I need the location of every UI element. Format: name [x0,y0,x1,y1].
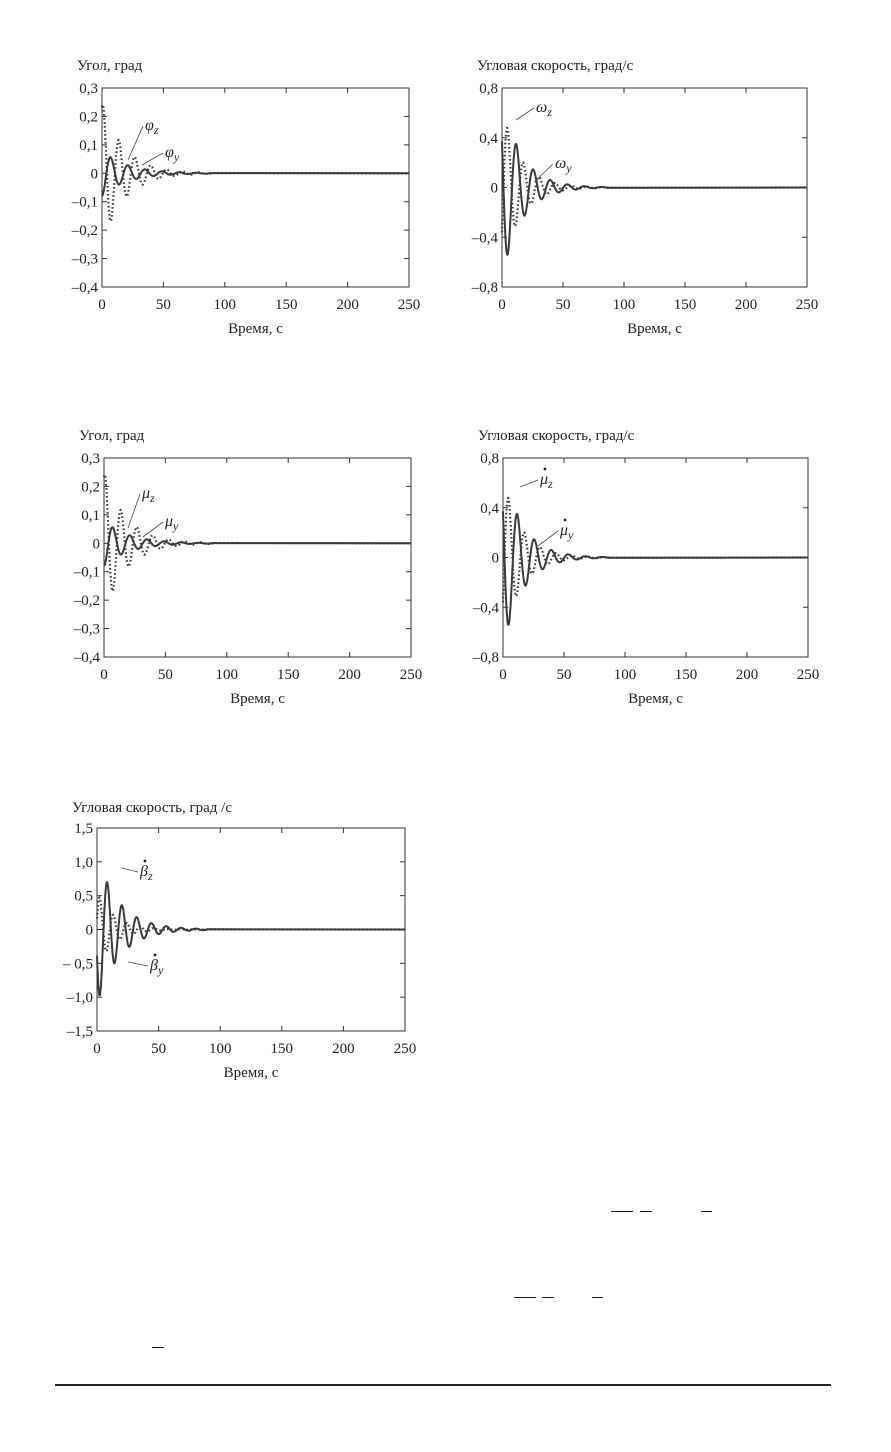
x-tick-label: 50 [555,297,571,313]
x-tick-label: 100 [208,1041,232,1057]
x-tick-label: 150 [276,667,300,683]
x-tick-label: 100 [613,667,637,683]
x-tick-label: 0 [93,1041,101,1057]
x-tick-label: 250 [399,667,423,683]
y-tick-label: 0,4 [480,500,499,517]
x-tick-label: 0 [98,297,106,313]
leader-line [122,868,138,872]
y-tick-label: 0,3 [81,451,100,467]
y-tick-label: 0 [92,536,100,553]
derivative-dot [154,954,157,957]
x-tick-label: 150 [674,667,698,683]
x-tick-label: 0 [499,667,507,683]
x-tick-label: 150 [274,297,298,313]
x-tick-label: 100 [612,297,636,313]
x-axis-label: Время, с [230,691,285,707]
x-axis-label: Время, с [223,1065,279,1081]
x-tick-label: 250 [796,667,820,683]
formula-fragment-1 [611,1211,633,1212]
x-tick-label: 150 [270,1041,294,1057]
y-tick-label: –0,4 [73,650,100,666]
derivative-dot [144,860,147,863]
x-tick-label: 200 [735,667,759,683]
x-tick-label: 150 [673,297,697,313]
x-tick-label: 50 [157,667,173,683]
series-label-z: $\varphi_z$ [145,117,159,137]
y-tick-label: –0,2 [73,593,100,610]
series-label-y: $\varphi_y$ [165,144,180,164]
formula-fragment-5 [542,1297,554,1298]
formula-fragment-7 [152,1347,164,1348]
y-tick-label: –0,2 [71,223,98,240]
x-tick-label: 200 [336,297,359,313]
y-axis-label: Угол, град [77,58,143,74]
formula-fragment-3 [701,1211,712,1212]
y-tick-label: 0,5 [74,888,93,905]
x-tick-label: 50 [556,667,572,683]
y-tick-label: –0,8 [472,650,499,666]
y-axis-label: Угловая скорость, град /с [72,800,232,816]
y-tick-label: 0 [490,180,498,197]
y-tick-label: 1,0 [74,854,93,871]
y-tick-label: –1,5 [66,1024,93,1040]
series-label-y: $\mu_y$ [165,513,179,533]
series-label-y: $\beta_y$ [150,957,164,977]
formula-fragment-6 [592,1297,603,1298]
y-tick-label: –0,8 [471,280,498,296]
x-tick-label: 200 [734,297,758,313]
x-tick-label: 100 [213,297,237,313]
x-tick-label: 250 [393,1041,417,1057]
formula-fragment-4 [514,1297,536,1298]
y-tick-label: –0,3 [73,621,100,638]
x-axis-label: Время, с [228,321,283,337]
y-axis-label: Угловая скорость, град/с [477,58,634,74]
x-tick-label: 200 [332,1041,355,1057]
y-tick-label: 0 [491,550,499,567]
x-tick-label: 50 [155,297,171,313]
y-axis-label: Угловая скорость, град/с [478,428,635,444]
x-tick-label: 50 [151,1041,167,1057]
leader-line [128,962,148,966]
y-tick-label: –0,4 [471,230,498,247]
series-line-y [97,898,405,952]
y-tick-label: 0 [85,922,93,939]
y-tick-label: 1,5 [74,821,93,837]
x-tick-label: 0 [498,297,506,313]
y-tick-label: 0,8 [479,81,498,97]
y-tick-label: 0,4 [479,130,498,147]
x-tick-label: 100 [215,667,239,683]
series-line-z [97,882,405,995]
y-tick-label: –0,1 [73,564,100,581]
y-tick-label: 0 [90,166,98,183]
series-label-y: $\mu_y$ [560,522,574,542]
y-tick-label: – 0,5 [63,956,93,973]
y-tick-label: 0,3 [79,81,98,97]
y-tick-label: 0,2 [79,109,98,126]
y-axis-label: Угол, град [79,428,145,444]
series-label-z: $\omega_z$ [536,99,552,119]
x-axis-label: Время, с [627,321,682,337]
y-tick-label: –0,4 [472,600,499,617]
formula-fragment-2 [640,1211,652,1212]
x-tick-label: 200 [338,667,361,683]
y-tick-label: 0,1 [79,137,98,154]
x-tick-label: 250 [795,297,819,313]
series-label-z: $\mu_z$ [142,485,155,505]
series-label-z: $\mu_z$ [540,471,553,491]
series-label-z: $\beta_z$ [140,863,153,883]
x-axis-label: Время, с [628,691,683,707]
y-tick-label: 0,2 [81,479,100,496]
x-tick-label: 0 [100,667,108,683]
series-label-y: $\omega_y$ [555,155,572,175]
y-tick-label: 0,8 [480,451,499,467]
y-tick-label: –0,1 [71,194,98,211]
y-tick-label: –0,4 [71,280,98,296]
x-tick-label: 250 [397,297,421,313]
y-tick-label: 0,1 [81,507,100,524]
y-tick-label: –1,0 [66,990,93,1007]
page-bottom-rule [55,1384,831,1386]
y-tick-label: –0,3 [71,251,98,268]
